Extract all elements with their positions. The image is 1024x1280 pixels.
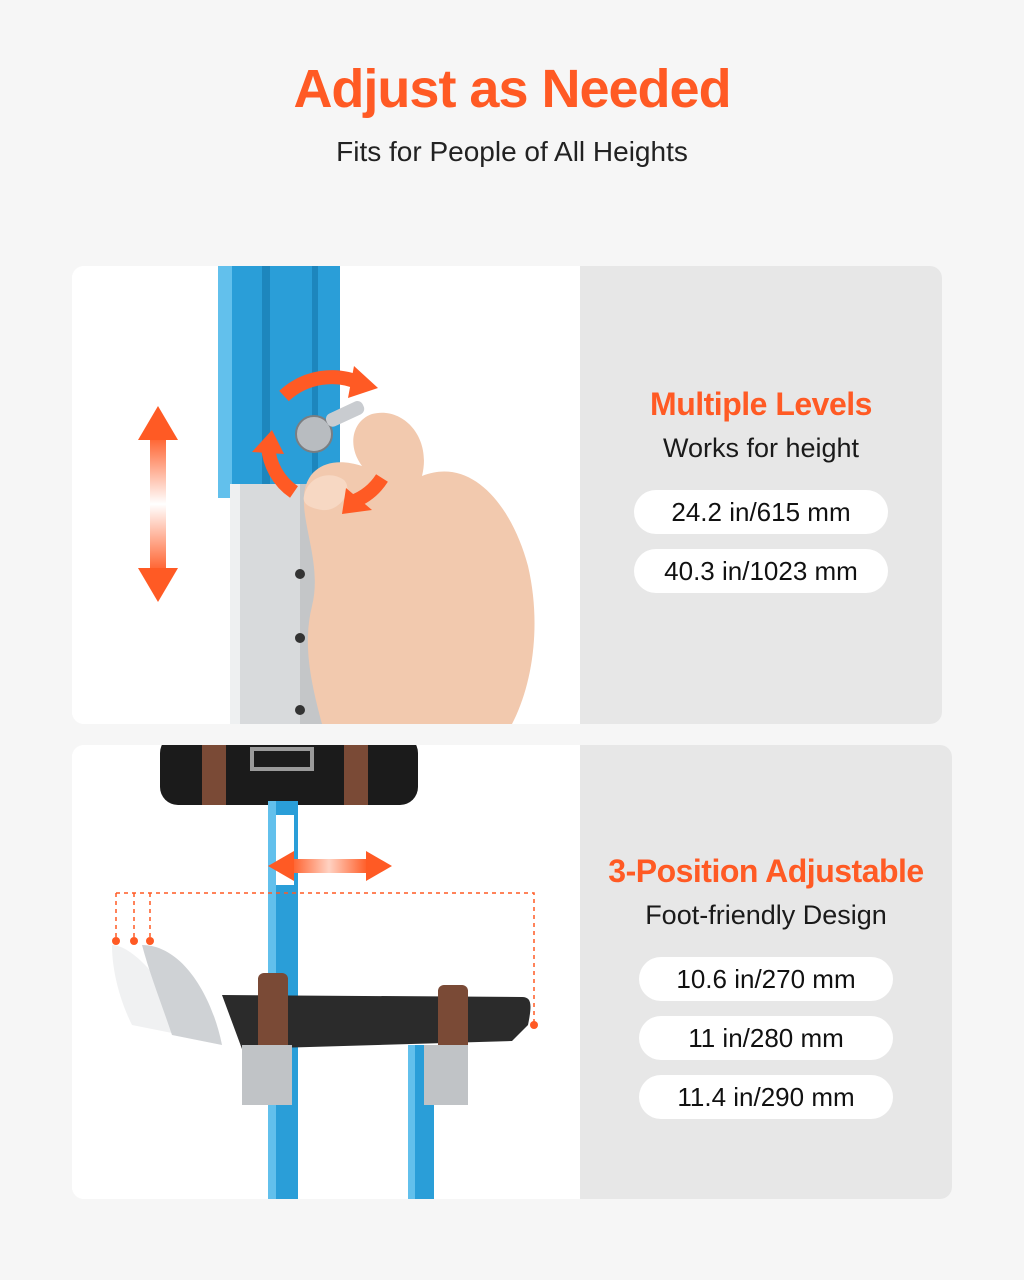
feature-panel-3-position xyxy=(580,745,952,1199)
page-title: Adjust as Needed xyxy=(293,59,731,119)
position-value-pill: 10.6 in/270 mm xyxy=(639,957,893,1001)
feature-title: Multiple Levels xyxy=(650,386,872,422)
feature-title: 3-Position Adjustable xyxy=(608,853,924,889)
page-subtitle: Fits for People of All Heights xyxy=(336,136,688,167)
stilt-height-adjustment-photo xyxy=(72,266,580,724)
feature-panel-multiple-levels xyxy=(580,266,942,724)
height-value-pill: 40.3 in/1023 mm xyxy=(634,549,888,593)
feature-subtitle: Foot-friendly Design xyxy=(645,900,887,930)
feature-card-3-position xyxy=(72,745,952,1199)
position-value-pill: 11.4 in/290 mm xyxy=(639,1075,893,1119)
feature-card-multiple-levels xyxy=(72,266,942,724)
stilt-foot-plate-photo xyxy=(72,745,580,1199)
position-value-pill: 11 in/280 mm xyxy=(639,1016,893,1060)
feature-subtitle: Works for height xyxy=(662,433,860,463)
height-value-pill: 24.2 in/615 mm xyxy=(634,490,888,534)
